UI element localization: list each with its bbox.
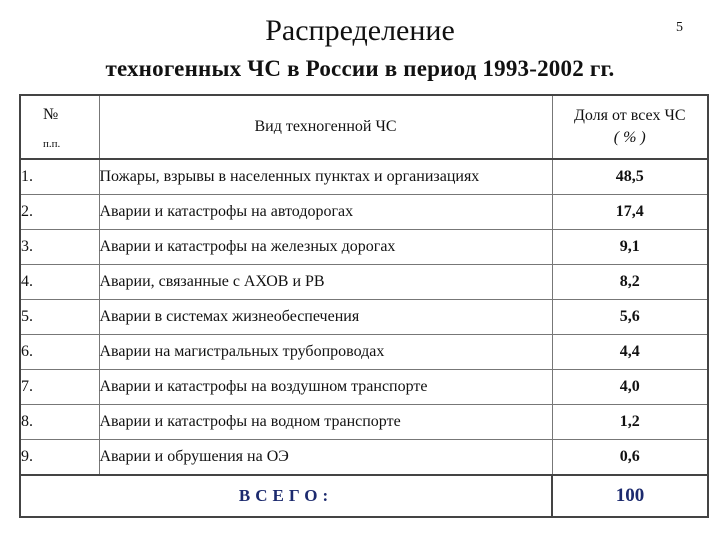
page-subtitle: техногенных ЧС в России в период 1993-2002 гг. <box>105 56 615 81</box>
row-type: Аварии и катастрофы на автодорогах <box>99 195 552 230</box>
row-type: Аварии и обрушения на ОЭ <box>99 440 552 476</box>
row-share: 17,4 <box>552 195 708 230</box>
header-number-cell <box>20 95 99 159</box>
table-row <box>20 405 708 440</box>
row-type: Аварии и катастрофы на воздушном транспорте <box>99 370 552 405</box>
row-number: 5. <box>20 300 99 335</box>
row-share: 9,1 <box>552 230 708 265</box>
row-share: 4,4 <box>552 335 708 370</box>
table-row <box>20 195 708 230</box>
header-share-label: Доля от всех ЧС <box>573 107 686 124</box>
row-share: 5,6 <box>552 300 708 335</box>
row-share: 0,6 <box>552 440 708 476</box>
row-type: Аварии в системах жизнеобеспечения <box>99 300 552 335</box>
table-row <box>20 300 708 335</box>
header-number-symbol: № <box>43 106 59 123</box>
page-number: 5 <box>676 20 683 35</box>
row-share: 8,2 <box>552 265 708 300</box>
row-number: 9. <box>20 440 99 476</box>
table-row <box>20 370 708 405</box>
row-type: Аварии на магистральных трубопроводах <box>99 335 552 370</box>
header-number-sub: п.п. <box>43 138 61 150</box>
table-row <box>20 230 708 265</box>
row-type: Аварии и катастрофы на железных дорогах <box>99 230 552 265</box>
row-share: 48,5 <box>552 159 708 195</box>
header-type-cell: Вид техногенной ЧС <box>99 95 552 159</box>
row-share: 1,2 <box>552 405 708 440</box>
table-row <box>20 159 708 195</box>
row-number: 8. <box>20 405 99 440</box>
table-total-row <box>20 475 708 517</box>
row-type: Пожары, взрывы в населенных пунктах и организациях <box>99 159 552 195</box>
row-share: 4,0 <box>552 370 708 405</box>
header-share-unit: ( % ) <box>613 129 646 146</box>
row-type: Аварии и катастрофы на водном транспорте <box>99 405 552 440</box>
header-share-cell <box>552 95 708 159</box>
total-label: ВСЕГО: <box>20 475 552 517</box>
table-header-row <box>20 95 708 159</box>
row-number: 2. <box>20 195 99 230</box>
row-number: 6. <box>20 335 99 370</box>
row-number: 4. <box>20 265 99 300</box>
emergency-distribution-table <box>19 94 709 518</box>
row-number: 7. <box>20 370 99 405</box>
row-number: 3. <box>20 230 99 265</box>
table-row <box>20 440 708 476</box>
table-row <box>20 265 708 300</box>
row-type: Аварии, связанные с АХОВ и РВ <box>99 265 552 300</box>
table-row <box>20 335 708 370</box>
total-value: 100 <box>552 475 708 517</box>
row-number: 1. <box>20 159 99 195</box>
page-title: Распределение <box>265 14 455 47</box>
